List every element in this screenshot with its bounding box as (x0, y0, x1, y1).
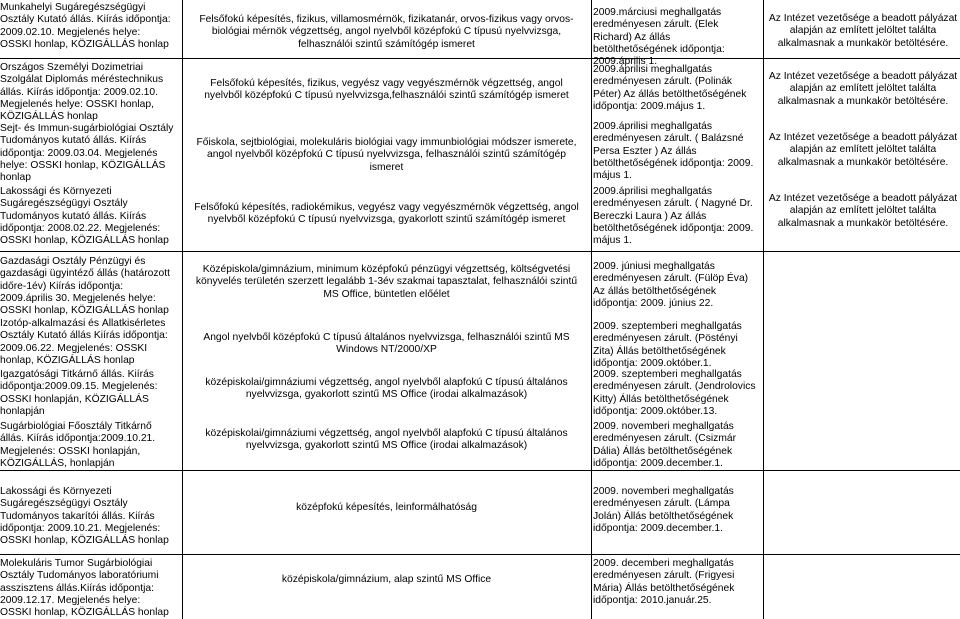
job-position-cell: Igazgatósági Titkárnő állás. Kiírás időpontja:2009.09.15. Megjelenés: OSSKI honlapján, KÖZIGÁLLÁS honlapján (0, 369, 158, 417)
job-requirements-cell: Főiskola, sejtbiológiai, molekuláris biológiai vagy immunbiológiai módszer ismerete, angol nyelvből középfokú C típusú nyelvvizsga, felhasználói szintű számítógép ismeret (196, 137, 577, 173)
job-position-cell: Lakossági és Környezeti Sugáregészségügyi Osztály Tudományos takarítói állás. Kiírás időpontja: 2009.10.21. Megjelenés: OSSKI honlap, KÖZIGÁLLÁS honlap (0, 486, 169, 547)
job-requirements-cell: Felsőfokú képesítés, radiokémikus, vegyész vagy vegyészmérnök végzettség, angol nyelvből középfokú C típusú nyelvvizsga, gyakorlott szintű számítógép ismeret (194, 202, 579, 226)
job-status-cell: 2009. júniusi meghallgatás eredményesen zárult. (Fülöp Éva) Az állás betölthetőségének időpontja: 2009. június 22. (593, 261, 749, 309)
job-status-cell: 2009. decemberi meghallgatás eredményesen zárult. (Frigyesi Mária) Állás betölthetőségének időpontja: 2010.január.25. (593, 558, 735, 606)
job-requirements-cell: középfokú képesítés, leinformálhatóság (296, 502, 477, 513)
job-position-cell: Izotóp-alkalmazási és Állatkisérletes Osztály Kutató állás Kiírás időpontja: 2009.06.22. Megjelenés: OSSKI honlap, KÖZIGÁLLÁS honlap (0, 318, 168, 366)
job-note-cell: Az Intézet vezetősége a beadott pályázat alapján az említett jelöltet találta alkalmasnak a munkakör betöltésére. (768, 193, 958, 229)
job-requirements-cell: Középiskola/gimnázium, minimum középfokú pénzügyi végzettség, költségvetési könyvelés területén szerzett legalább 1-3év szakmai tapasztalat, felhasználói szintű MS Office, büntetlen előélet (195, 264, 578, 300)
job-status-cell: 2009.márciusi meghallgatás eredményesen zárult. (Elek Richard) Az állás betölthetőségének időpontja: 2009.április 1. (593, 7, 725, 68)
job-status-cell: 2009.áprilisi meghallgatás eredményesen zárult. ( Balázsné Persa Eszter ) Az állás betölthetőségének időpontja: 2009. május 1. (593, 121, 754, 182)
job-requirements-cell: Felsőfokú képesítés, fizikus, vegyész vagy vegyészmérnök végzettség, angol nyelvből középfokú C típusú nyelvvizsga,felhasználói szintű számítógép ismeret (204, 78, 569, 102)
row-divider (0, 251, 960, 252)
job-note-cell: Az Intézet vezetősége a beadott pályázat alapján az említett jelöltet találta alkalmasnak a munkakör betöltésére. (768, 132, 958, 168)
job-status-cell: 2009. szeptemberi meghallgatás eredményesen zárult. (Jendrolovics Kitty) Állás betölthetőségének időpontja: 2009.október.13. (593, 369, 756, 417)
job-requirements-cell: középiskolai/gimnáziumi végzettség, angol nyelvből alapfokú C típusú általános nyelvvizsga, gyakorlott szintű MS Office (irodai alkalmazások) (205, 377, 568, 401)
job-note-cell: Az Intézet vezetősége a beadott pályázat alapján az említett jelöltet találta alkalmasnak a munkakör betöltésére. (768, 71, 958, 107)
job-position-cell: Munkahelyi Sugáregészségügyi Osztály Kutató állás. Kiírás időpontja: 2009.02.10. Megjelenés helye: OSSKI honlap, KÖZIGÁLLÁS honlap (0, 2, 171, 50)
job-status-cell: 2009.áprilisi meghallgatás eredményesen zárult. (Polinák Péter) Az állás betölthetőségének időpontja: 2009.május 1. (593, 64, 747, 112)
job-position-cell: Gazdasági Osztály Pénzügyi és gazdasági ügyintéző állás (határozott időre-1év) Kiírás időpontja: 2009.április 30. Megjelenés helye: OSSKI honlap, KÖZIGÁLLÁS honlap (0, 256, 171, 317)
row-divider (0, 554, 960, 555)
job-position-cell: Országos Személyi Dozimetriai Szolgálat Diplomás méréstechnikus állás. Kiírás időpontja: 2009.02.10. Megjelenés helye: OSSKI honlap, KÖZIGÁLLÁS honlap (0, 62, 164, 123)
job-requirements-cell: középiskola/gimnázium, alap szintű MS Office (281, 574, 492, 585)
column-divider (591, 0, 592, 619)
job-status-cell: 2009. novemberi meghallgatás eredményesen zárult. (Lámpa Jolán) Állás betölthetőségének időpontja: 2009.december.1. (593, 486, 734, 534)
job-position-cell: Sejt- és Immun-sugárbiológiai Osztály Tudományos kutató állás. Kiírás időpontja: 2009.03.04. Megjelenés helye: OSSKI honlap, KÖZIGÁLLÁS honlap (0, 123, 174, 184)
job-position-cell: Molekuláris Tumor Sugárbiológiai Osztály Tudományos laboratóriumi asszisztens állás.Kiírás időpontja: 2009.12.17. Megjelenés helye: OSSKI honlap, KÖZIGÁLLÁS honlap (0, 558, 169, 619)
job-note-cell: Az Intézet vezetősége a beadott pályázat alapján az említett jelöltet találta alkalmasnak a munkakör betöltésére. (768, 13, 958, 49)
column-divider (763, 0, 764, 619)
job-position-cell: Lakossági és Környezeti Sugáregészségügyi Osztály Tudományos kutató állás. Kiírás időpontja: 2008.02.22. Megjelenés: OSSKI honlap, KÖZIGÁLLÁS honlap (0, 186, 169, 247)
job-status-cell: 2009.áprilisi meghallgatás eredményesen zárult. ( Nagyné Dr. Bereczki Laura ) Az állás betölthetőségének időpontja: 2009. május 1. (593, 186, 754, 247)
job-status-cell: 2009. szeptemberi meghallgatás eredményesen zárult. (Pöstényi Zita) Állás betölthetőségének időpontja: 2009.október.1. (593, 321, 742, 369)
job-requirements-cell: Angol nyelvből középfokú C típusú általános nyelvvizsga, felhasználói szintű MS Windows NT/2000/XP (203, 332, 570, 356)
row-divider (0, 58, 960, 59)
job-status-cell: 2009. novemberi meghallgatás eredményesen zárult. (Csizmár Dália) Állás betölthetőségének időpontja: 2009.december.1. (593, 421, 737, 469)
column-divider (182, 0, 183, 619)
job-requirements-cell: középiskolai/gimnáziumi végzettség, angol nyelvből alapfokú C típusú általános nyelvvizsga, gyakorlott szintű MS Office (irodai alkalmazások) (205, 428, 568, 452)
job-position-cell: Sugárbiológiai Főosztály Titkárnő állás. Kiírás időpontja:2009.10.21. Megjelenés: OSSKI honlapján, KÖZIGÁLLÁS, honlapján (0, 421, 156, 469)
job-requirements-cell: Felsőfokú képesítés, fizikus, villamosmérnök, fizikatanár, orvos-fizikus vagy orvos-biológiai mérnök végzettség, angol nyelvből középfokú C típusú nyelvvizsga, felhasználói szintű számítógép ismeret (199, 14, 574, 50)
